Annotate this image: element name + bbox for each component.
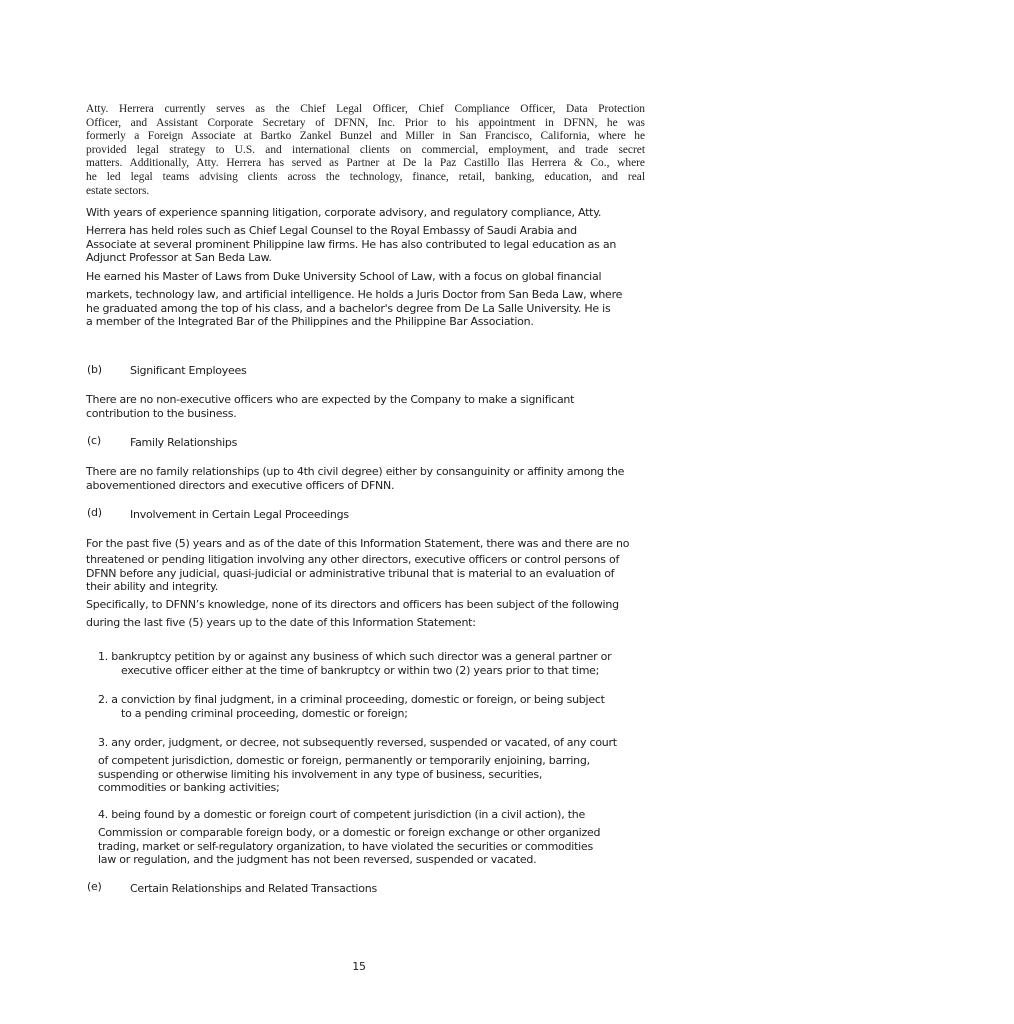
- text-line: Officer, and Assistant Corporate Secretary of DFNN, Inc. Prior to his appointment in DFNN, he was: [86, 116, 645, 129]
- list-item-first-line: 4. being found by a domestic or foreign court of competent jurisdiction (in a civil action), the: [98, 808, 585, 821]
- text-line: matters. Additionally, Atty. Herrera has served as Partner at De la Paz Castillo Ilas Herrera & Co., where: [86, 157, 645, 170]
- text-line: he graduated among the top of his class, and a bachelor's degree from De La Salle University. He is: [86, 301, 611, 315]
- section-title-legal-proceedings: Involvement in Certain Legal Proceedings: [130, 508, 349, 521]
- text-line: Herrera has held roles such as Chief Legal Counsel to the Royal Embassy of Saudi Arabia and: [86, 224, 577, 237]
- text-line: their ability and integrity.: [86, 580, 218, 594]
- text-line: abovementioned directors and executive officers of DFNN.: [86, 478, 395, 492]
- bio-paragraph-3-lead: [86, 270, 601, 284]
- text-line: contribution to the business.: [86, 406, 237, 420]
- text-line: Specifically, to DFNN’s knowledge, none of its directors and officers has been subject of the following: [86, 598, 619, 611]
- bio-paragraph-2: [86, 224, 616, 265]
- list-item: [86, 650, 611, 677]
- text-line: during the last five (5) years up to the date of this Information Statement:: [86, 616, 476, 629]
- list-item-first-line: 2. a conviction by final judgment, in a criminal proceeding, domestic or foreign, or being subject: [98, 693, 605, 706]
- text-line: DFNN before any judicial, quasi-judicial or administrative tribunal that is material to an evaluation of: [86, 566, 615, 580]
- section-title-significant-employees: Significant Employees: [130, 364, 247, 377]
- text-line: provided legal strategy to U.S. and international clients on commercial, employment, and trade secret: [86, 143, 645, 156]
- list-item-first-line: 1. bankruptcy petition by or against any business of which such director was a general partner or: [98, 650, 612, 663]
- text-line: he led legal teams advising clients across the technology, finance, retail, banking, education, and real: [86, 170, 645, 183]
- list-item-line: to a pending criminal proceeding, domestic or foreign;: [121, 706, 408, 720]
- page-number: 15: [352, 960, 366, 973]
- list-item-line: suspending or otherwise limiting his involvement in any type of business, securities,: [98, 767, 543, 781]
- section-c-body: [86, 465, 624, 492]
- list-item-line: of competent jurisdiction, domestic or foreign, permanently or temporarily enjoining, barring,: [98, 754, 590, 767]
- list-item: [86, 693, 605, 720]
- text-line: Adjunct Professor at San Beda Law.: [86, 251, 272, 265]
- text-line: With years of experience spanning litigation, corporate advisory, and regulatory compliance, Atty.: [86, 206, 602, 219]
- text-line: There are no non-executive officers who are expected by the Company to make a significant: [86, 393, 575, 406]
- list-item-line: commodities or banking activities;: [98, 781, 280, 795]
- section-letter-d: (d): [87, 506, 102, 519]
- text-line: formerly a Foreign Associate at Bartko Zankel Bunzel and Miller in San Francisco, California, where he: [86, 130, 645, 143]
- section-letter-b: (b): [87, 363, 102, 376]
- section-title-family-relationships: Family Relationships: [130, 436, 238, 449]
- bio-paragraph-1: [86, 103, 645, 198]
- list-item-line: trading, market or self-regulatory organization, to have violated the securities or commodities: [98, 839, 593, 853]
- list-item-first-line: 3. any order, judgment, or decree, not subsequently reversed, suspended or vacated, of any court: [98, 736, 617, 749]
- bio-paragraph-2-lead: [86, 206, 601, 220]
- list-item-continuation: [86, 754, 590, 795]
- list-item-line: Commission or comparable foreign body, or a domestic or foreign exchange or other organized: [98, 826, 601, 839]
- section-letter-e: (e): [87, 880, 102, 893]
- list-item-line: law or regulation, and the judgment has not been reversed, suspended or vacated.: [98, 853, 537, 867]
- list-item: [86, 808, 585, 822]
- bio-paragraph-3: [86, 288, 622, 329]
- text-line: estate sectors.: [86, 184, 150, 197]
- section-d-body-lead: [86, 537, 629, 551]
- text-line: Associate at several prominent Philippine law firms. He has also contributed to legal education as an: [86, 237, 617, 251]
- section-letter-c: (c): [87, 434, 101, 447]
- section-title-related-transactions: Certain Relationships and Related Transactions: [130, 882, 377, 895]
- text-line: There are no family relationships (up to 4th civil degree) either by consanguinity or affinity among the: [86, 465, 625, 478]
- section-b-body: [86, 393, 574, 420]
- section-d-body: [86, 553, 619, 594]
- section-d-body-2-end: [86, 616, 476, 630]
- section-d-body-2-lead: [86, 598, 619, 612]
- text-line: a member of the Integrated Bar of the Philippines and the Philippine Bar Association.: [86, 315, 534, 329]
- text-line: markets, technology law, and artificial intelligence. He holds a Juris Doctor from San Beda Law, where: [86, 288, 623, 301]
- list-item: [86, 736, 617, 750]
- text-line: Atty. Herrera currently serves as the Chief Legal Officer, Chief Compliance Officer, Data Protection: [86, 103, 645, 115]
- text-line: For the past five (5) years and as of the date of this Information Statement, there was and there are no: [86, 537, 630, 550]
- list-item-line: executive officer either at the time of bankruptcy or within two (2) years prior to that time;: [121, 663, 600, 677]
- text-line: threatened or pending litigation involving any other directors, executive officers or control persons of: [86, 553, 620, 566]
- list-item-continuation: [86, 826, 600, 867]
- text-line: He earned his Master of Laws from Duke University School of Law, with a focus on global financial: [86, 270, 602, 283]
